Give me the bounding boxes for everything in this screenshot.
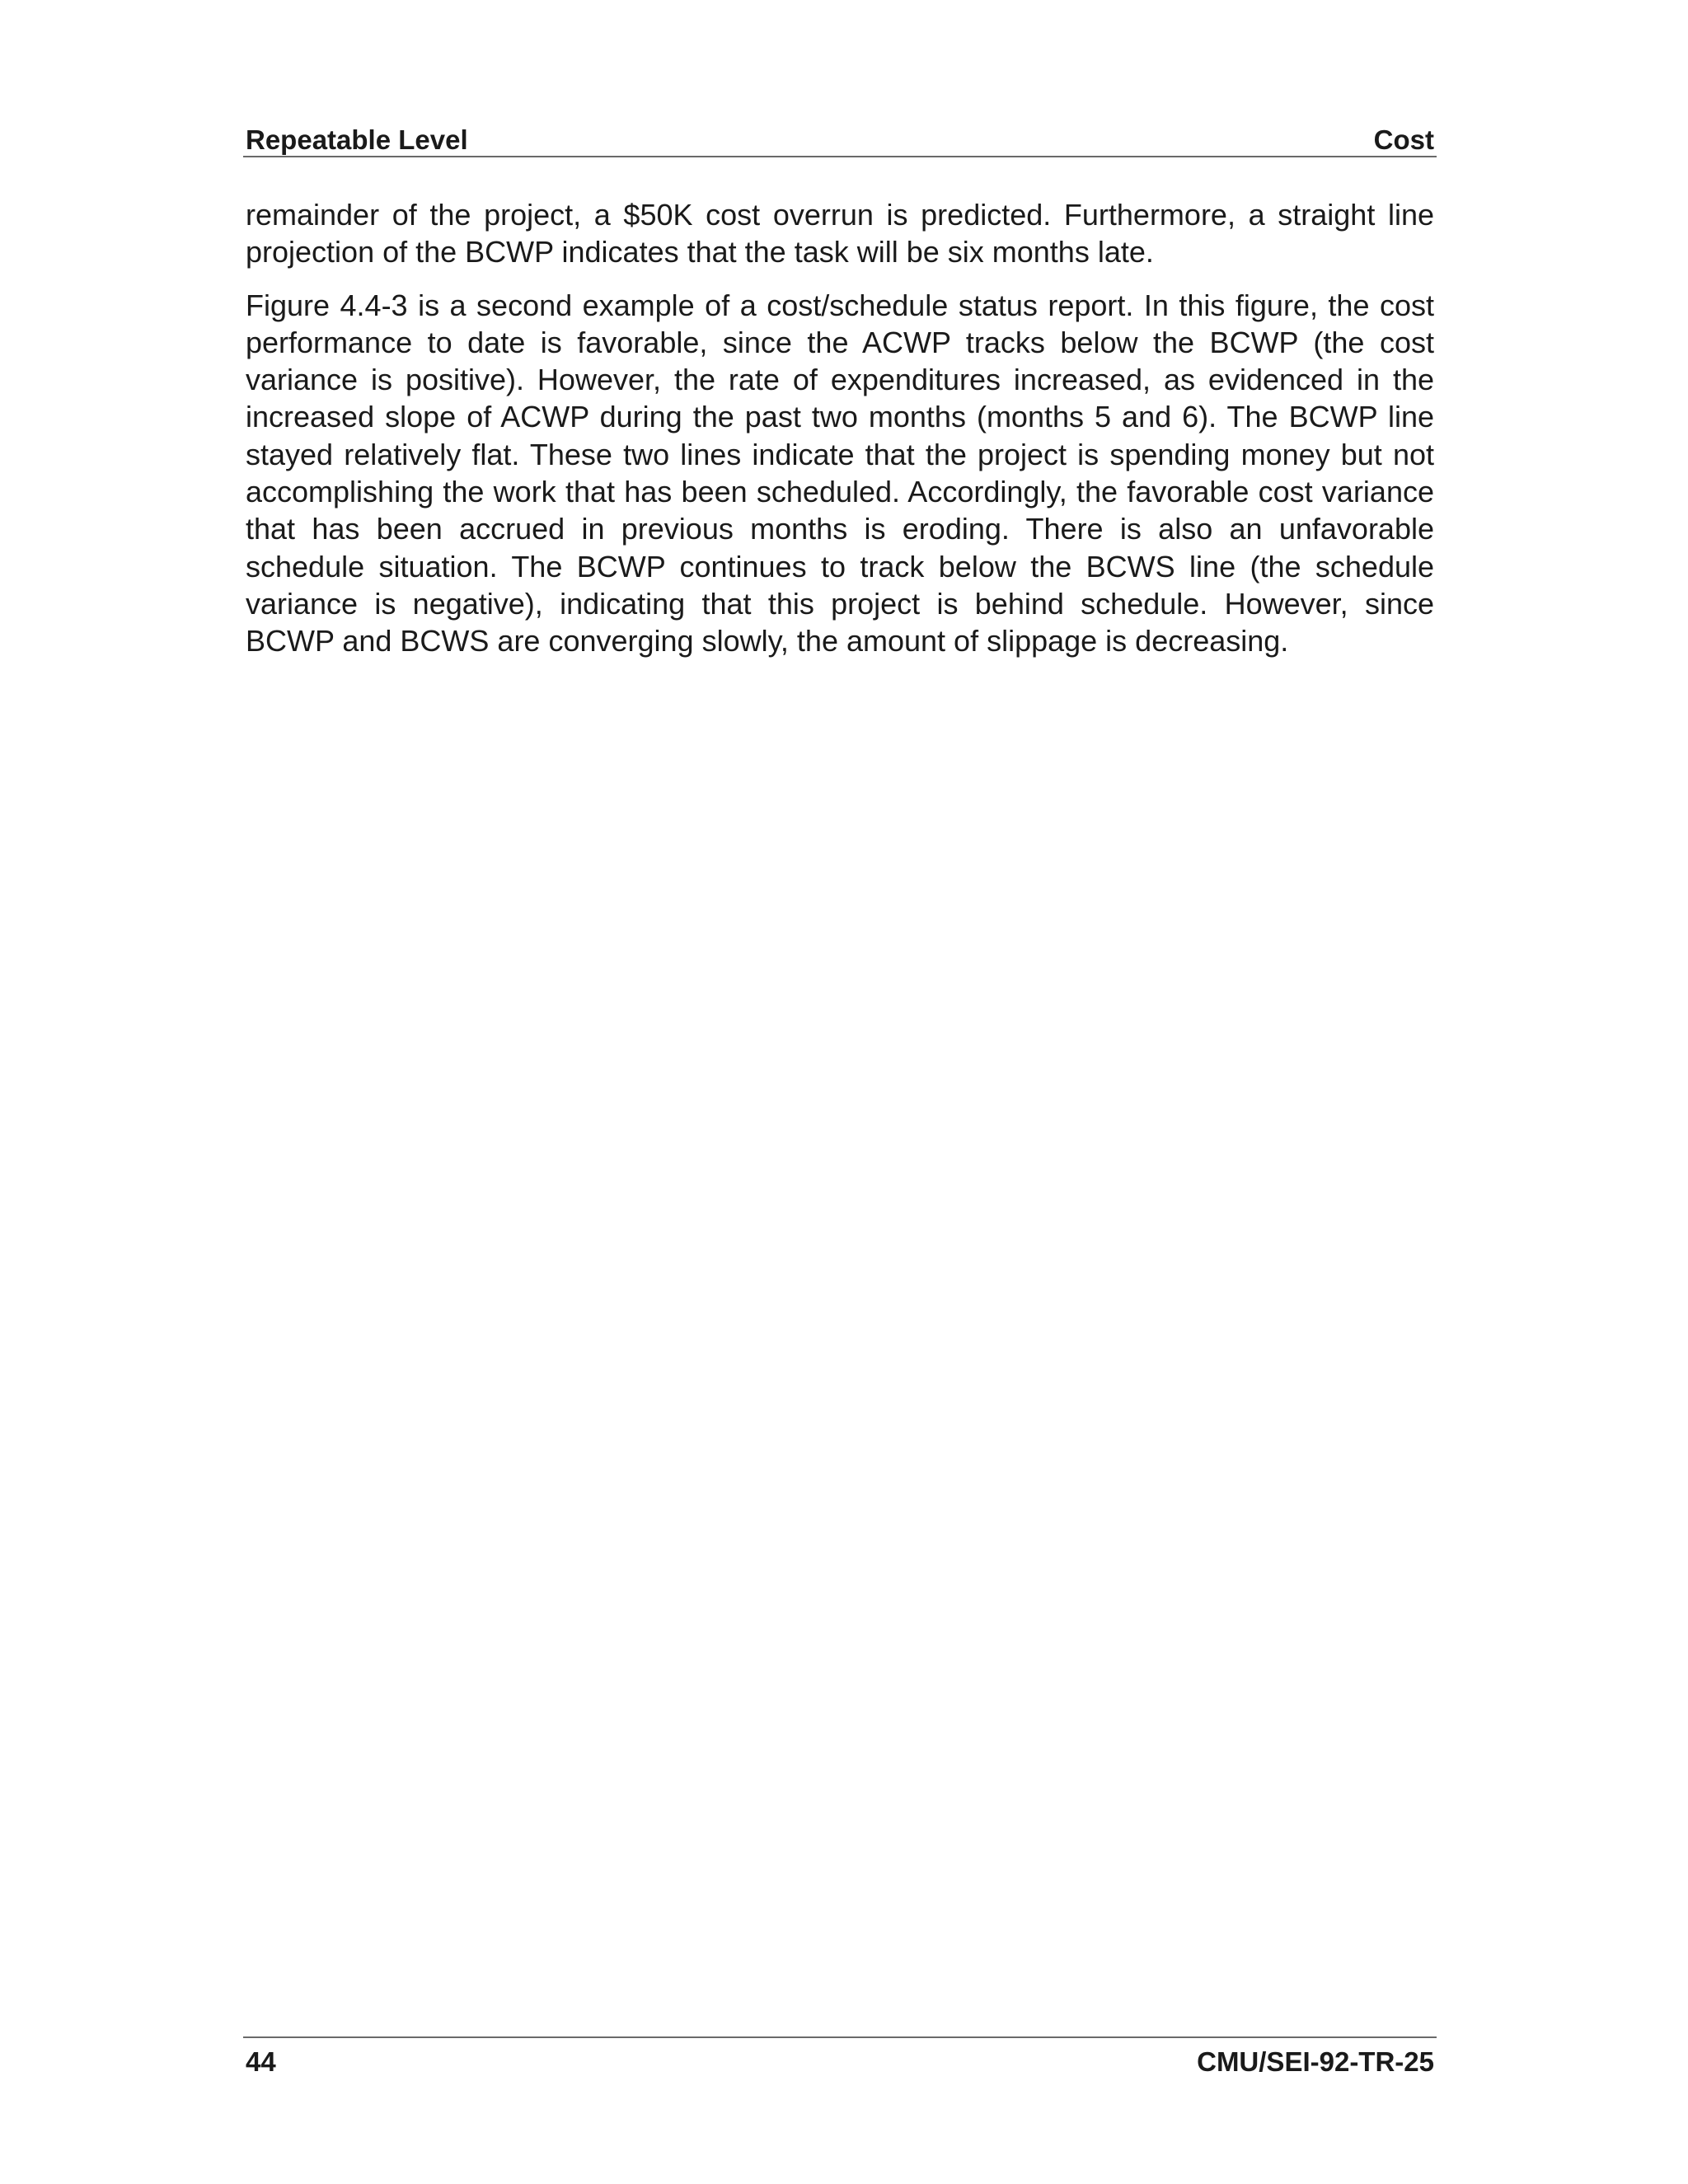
paragraph: Figure 4.4-3 is a second example of a cost/schedule status report. In this figure, the cost performance to date is favorable, since the ACWP tracks below the BCWP (the cost variance is positive). However, the rate of expenditures increased, as evidenced in the increased slope of ACWP during the past two months (months 5 and 6). The BCWP line stayed relatively flat. These two lines indicate that the project is spending money but not accomplishing the work that has been scheduled. Accordingly, the favorable cost variance that has been accrued in previous months is eroding. There is also an unfavorable schedule situation. The BCWP continues to track below the BCWS line (the schedule variance is negative), indicating that this project is behind schedule. However, since BCWP and BCWS are converging slowly, the amount of slippage is decreasing. [246,288,1434,658]
page-number: 44 [246,2046,276,2077]
footer-rule [243,2036,1437,2038]
header-section-title: Repeatable Level [246,124,468,155]
running-header [246,124,1434,157]
paragraph: remainder of the project, a $50K cost overrun is predicted. Furthermore, a straight line projection of the BCWP indicates that the task will be six months late. [246,198,1434,269]
header-rule [243,156,1437,157]
body-text [246,196,1434,660]
running-footer [246,2046,1434,2079]
header-chapter-title: Cost [1373,124,1434,155]
report-id: CMU/SEI-92-TR-25 [1197,2046,1434,2077]
